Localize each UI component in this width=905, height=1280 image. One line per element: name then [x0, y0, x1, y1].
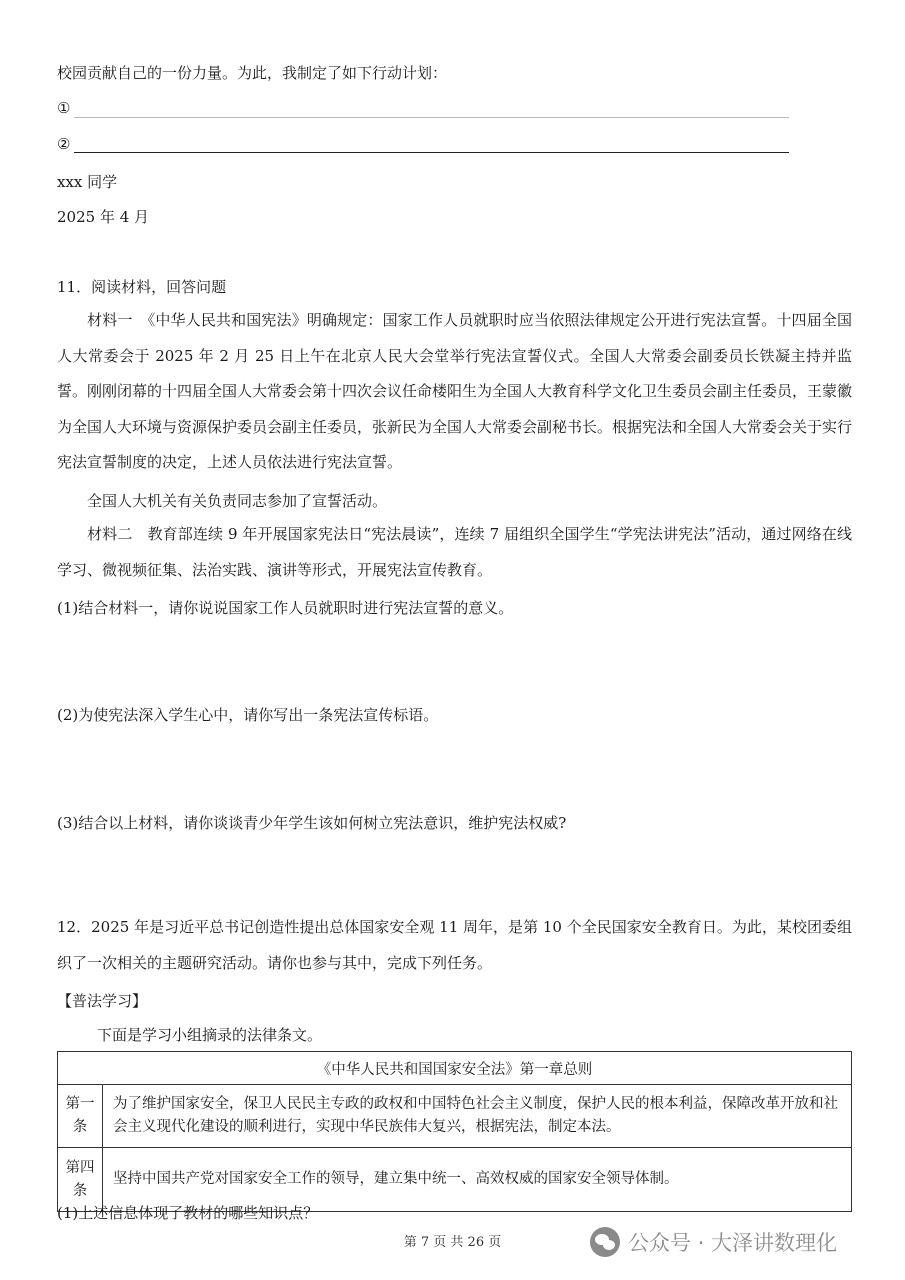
law-article-text: 坚持中国共产党对国家安全工作的领导，建立集中统一、高效权威的国家安全领导体制。: [103, 1148, 852, 1212]
q11-subquestion-2: (2)为使宪法深入学生心中，请你写出一条宪法宣传标语。: [57, 706, 439, 724]
page-number: 第 7 页 共 26 页: [403, 1235, 502, 1250]
plan-item-2-blank[interactable]: [74, 152, 789, 153]
q11-material-1-extra: 全国人大机关有关负责同志参加了宣誓活动。: [87, 492, 388, 510]
q11-title: 11．阅读材料，回答问题: [57, 278, 227, 296]
q11-material-2-text: 材料二 教育部连续 9 年开展国家宪法日“宪法晨读”，连续 7 届组织全国学生“学宪法讲宪法”活动，通过网络在线学习、微视频征集、法治实践、演讲等形式，开展宪法宣传教育。: [57, 525, 852, 579]
law-table-title: 《中华人民共和国国家安全法》第一章总则: [58, 1052, 852, 1085]
law-article-number: 第一条: [58, 1085, 103, 1148]
plan-item-2-label: ②: [57, 135, 71, 153]
law-table-header-row: [58, 1052, 852, 1085]
date: 2025 年 4 月: [57, 208, 150, 226]
q12-lead: 下面是学习小组摘录的法律条文。: [97, 1026, 323, 1044]
watermark: [590, 1222, 837, 1262]
signature: xxx 同学: [57, 173, 118, 191]
q11-material-2: [57, 517, 852, 588]
q12-intro: 12．2025 年是习近平总书记创造性提出总体国家安全观 11 周年，是第 10 个全民国家安全教育日。为此，某校团委组织了一次相关的主题研究活动。请你也参与其中，完成下列任务。: [57, 918, 852, 972]
q12-subquestion-1: (1)上述信息体现了教材的哪些知识点？: [57, 1204, 319, 1222]
q12-section-title: 【普法学习】: [57, 992, 148, 1010]
law-table: [57, 1051, 852, 1212]
q11-material-1: [57, 303, 852, 481]
plan-intro-line: 校园贡献自己的一份力量。为此，我制定了如下行动计划：: [57, 64, 448, 82]
plan-item-1-blank[interactable]: [74, 117, 789, 118]
table-row: [58, 1085, 852, 1148]
wechat-icon: [590, 1227, 620, 1257]
watermark-text: 公众号 · 大泽讲数理化: [628, 1231, 838, 1255]
q11-material-1-text: 材料一 《中华人民共和国宪法》明确规定：国家工作人员就职时应当依照法律规定公开进行宪法宣誓。十四届全国人大常委会于 2025 年 2 月 25 日上午在北京人民大会堂举行宪法宣誓仪式。全国人大常委会副委员长铁凝主持并监誓。刚刚闭幕的十四届全国人大常委会第十四次会议任命楼阳生为全国人大教育科学文化卫生委员会副主任委员，王蒙徽为全国人大环境与资源保护委员会副主任委员，张新民为全国人大常委会副秘书长。根据宪法和全国人大常委会关于实行宪法宣誓制度的决定，上述人员依法进行宪法宣誓。: [57, 311, 853, 472]
law-article-text: 为了维护国家安全，保卫人民民主专政的政权和中国特色社会主义制度，保护人民的根本利益，保障改革开放和社会主义现代化建设的顺利进行，实现中华民族伟大复兴，根据宪法，制定本法。: [103, 1085, 852, 1148]
q11-subquestion-3: (3)结合以上材料，请你谈谈青少年学生该如何树立宪法意识，维护宪法权威?: [57, 814, 567, 832]
law-article-number: 第四条: [58, 1148, 103, 1212]
plan-item-1-label: ①: [57, 99, 71, 117]
q11-subquestion-1: (1)结合材料一，请你说说国家工作人员就职时进行宪法宣誓的意义。: [57, 599, 514, 617]
